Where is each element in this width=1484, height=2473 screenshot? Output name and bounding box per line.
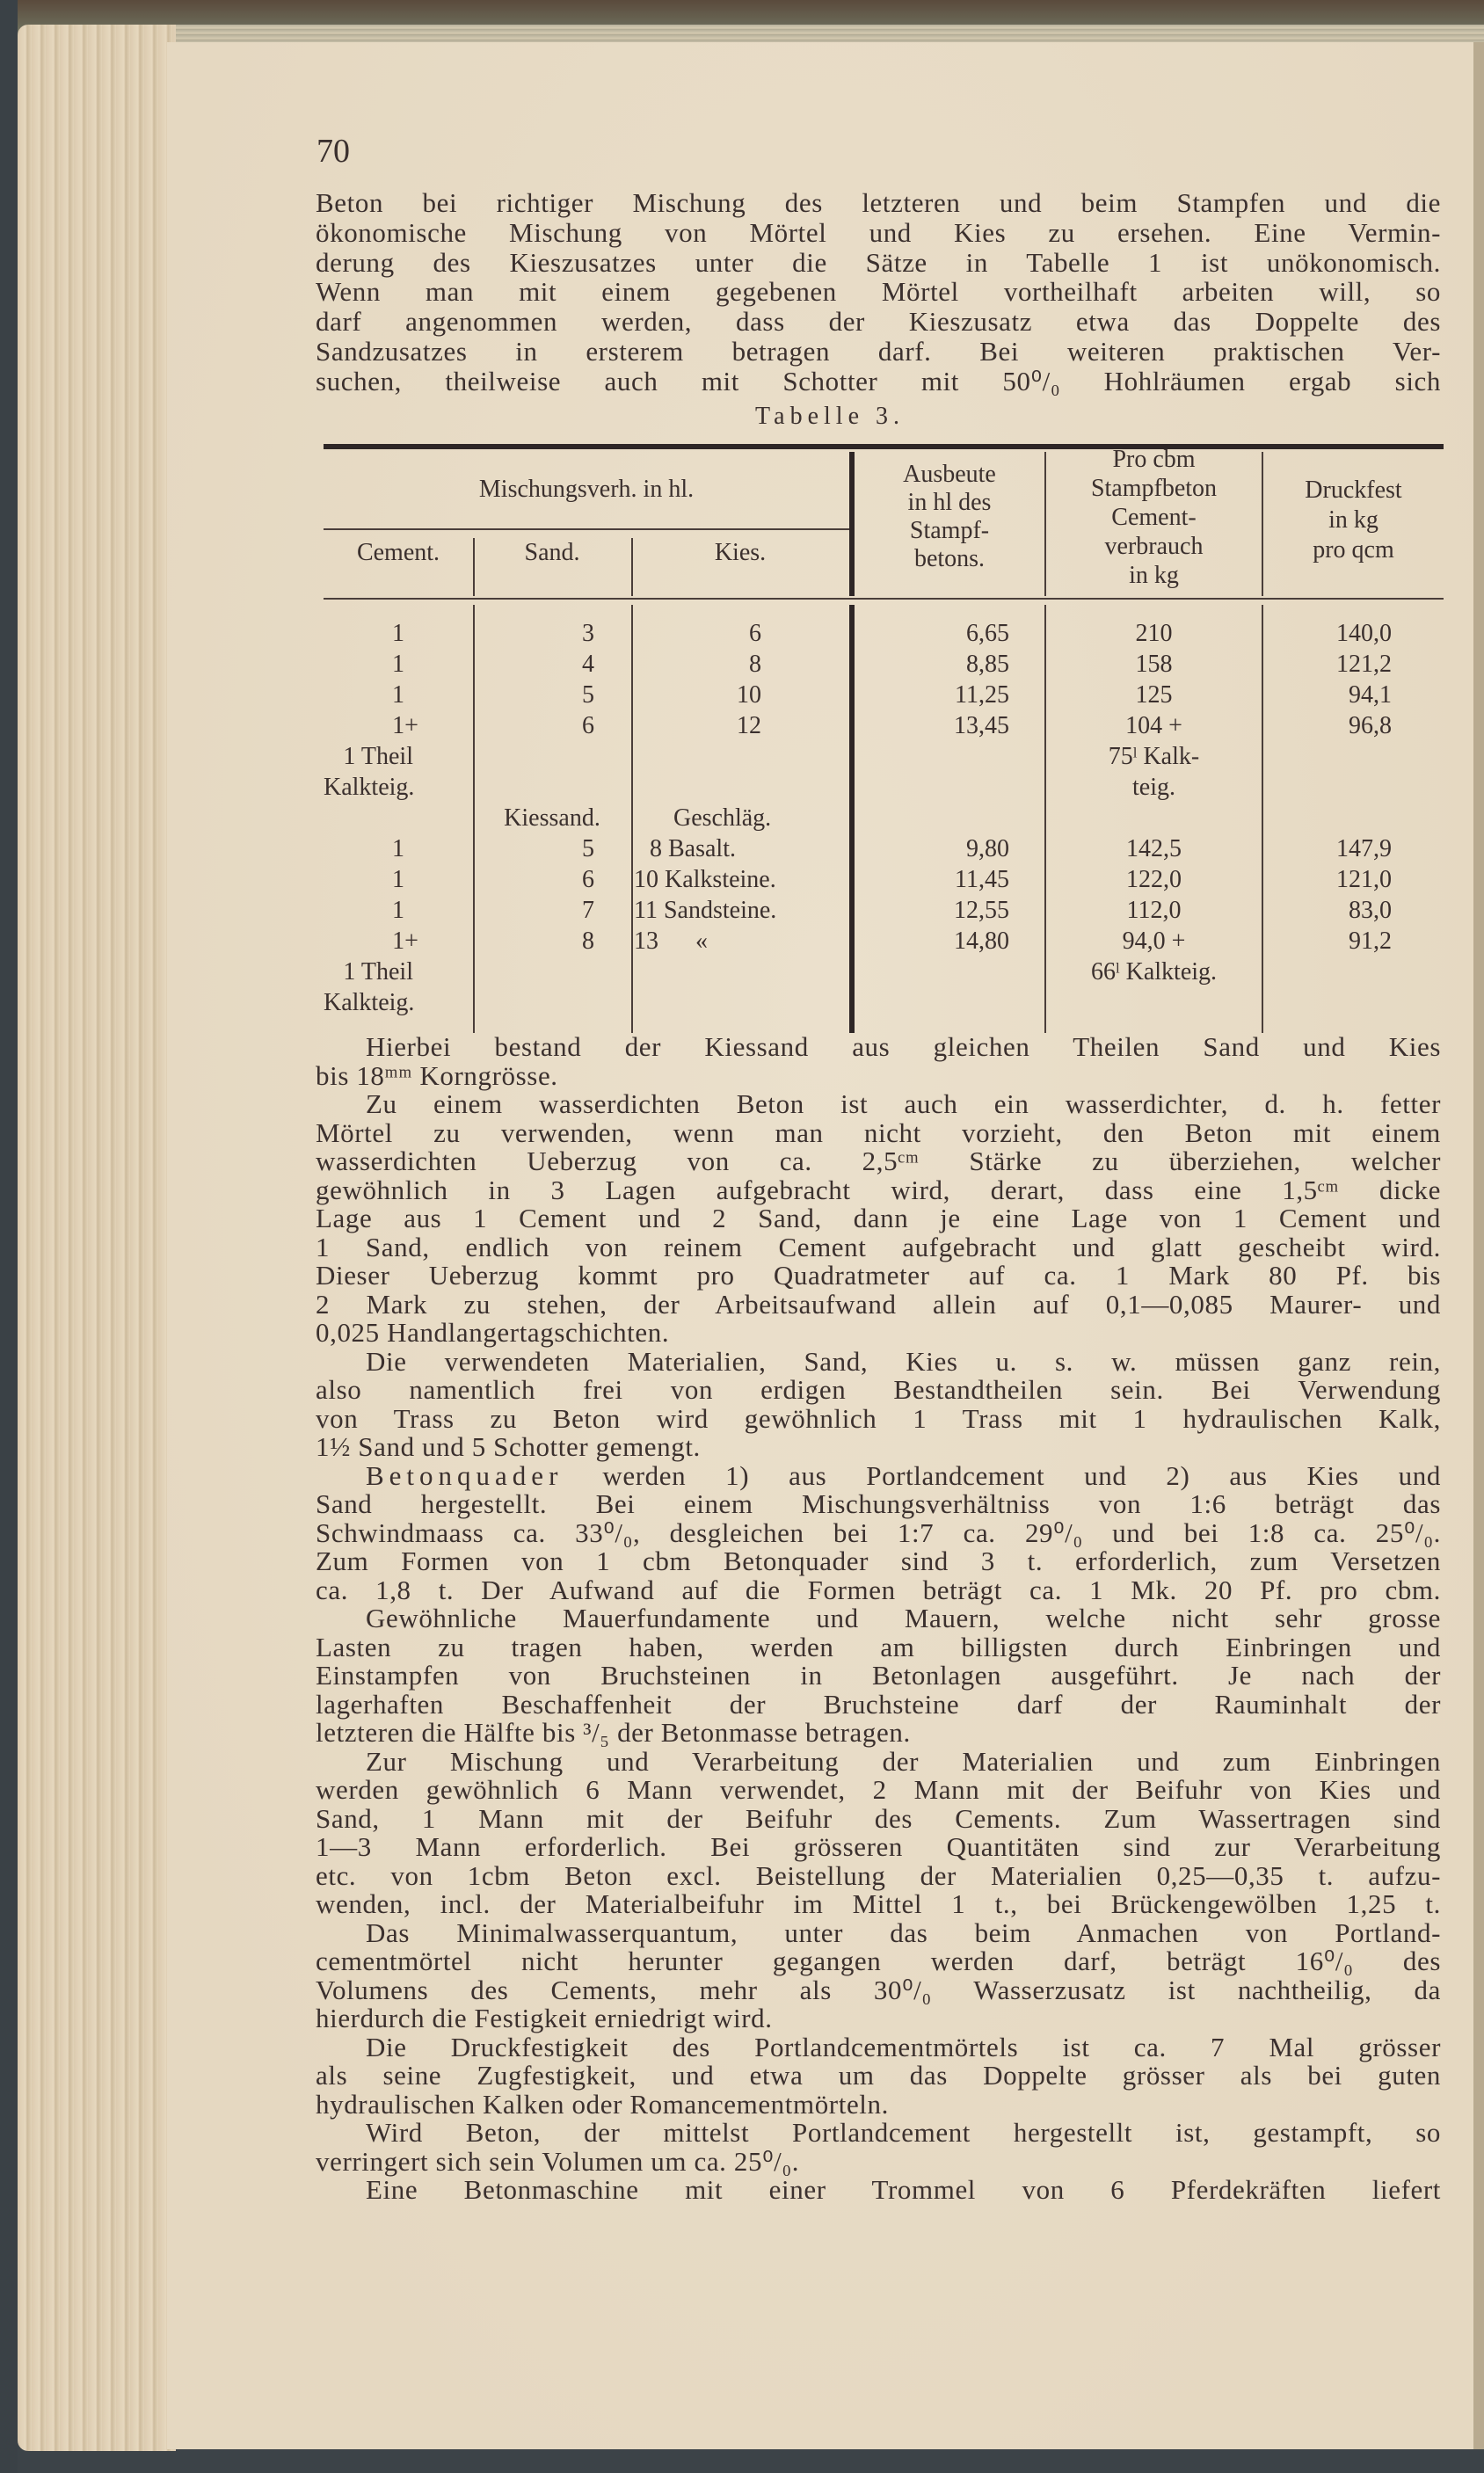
header-kies: Kies.	[714, 539, 767, 566]
cell-ausbeute: 13,45	[954, 712, 1009, 739]
cell-cement-note: 1 Theil	[343, 743, 413, 770]
cell-kies: 6	[749, 620, 761, 647]
line-text: also namentlich frei von erdigen Bestandtheilen sein. Bei Verwendung	[316, 1374, 1441, 1405]
emphasis-term: Betonquader	[366, 1459, 564, 1491]
cell-ausbeute: 14,80	[954, 927, 1009, 955]
header-line: betons.	[913, 545, 986, 572]
text-line	[316, 1090, 1441, 1119]
line-text: letzteren die Hälfte bis ³/₅ der Betonmasse betragen.	[316, 1717, 911, 1748]
text-line	[316, 1519, 1441, 1548]
line-text: Sand hergestellt. Bei einem Mischungsverhältniss von 1:6 beträgt das	[316, 1488, 1441, 1519]
text-line	[316, 1547, 1441, 1576]
header-sand: Sand.	[524, 539, 580, 566]
cell-kies: 8 Basalt.	[650, 835, 736, 862]
line-text: verringert sich sein Volumen um ca. 25⁰/₀.	[316, 2145, 800, 2177]
header-line: Ausbeute	[903, 461, 996, 488]
header-ausbeute	[855, 461, 1044, 573]
text-line	[316, 1688, 1441, 1720]
line-text: Sand, 1 Mann mit der Beifuhr des Cements. Zum Wassertragen sind	[316, 1802, 1441, 1834]
header-line: Cement-	[1111, 504, 1197, 531]
line-text: Wird Beton, der mittelst Portlandcement hergestellt ist, gestampft, so	[366, 2117, 1441, 2148]
cell-cementverbrauch: 75ˡ Kalk-	[1108, 743, 1200, 770]
cell-cement: 1	[392, 681, 404, 709]
text-line	[316, 1633, 1441, 1662]
text-line	[316, 1233, 1441, 1262]
cell-ausbeute: 11,45	[955, 866, 1009, 893]
cell-sand: 3	[582, 620, 594, 647]
text-line	[316, 1402, 1441, 1434]
header-line: in hl des	[907, 489, 992, 516]
line-text: Lasten zu tragen haben, werden am billigsten durch Einbringen und	[316, 1631, 1441, 1662]
cell-sand: 5	[582, 681, 594, 709]
cell-cement: 1	[392, 866, 404, 893]
header-line: in kg	[1129, 562, 1179, 589]
cell-sand: 6	[582, 712, 594, 739]
cell-kies: Geschläg.	[673, 804, 772, 832]
text-line	[316, 2033, 1441, 2062]
text-line	[316, 1319, 1441, 1348]
line-text: Zu einem wasserdichten Beton ist auch ein wasserdichter, d. h. fetter	[366, 1088, 1441, 1119]
text-line: Beton bei richtiger Mischung des letzteren und beim Stampfen und die	[316, 187, 1441, 218]
cell-druckfest: 94,1	[1349, 681, 1392, 709]
text-line	[316, 1833, 1441, 1862]
cell-cementverbrauch: 125	[1135, 681, 1173, 709]
header-druckfest	[1263, 476, 1444, 565]
line-text: Gewöhnliche Mauerfundamente und Mauern, welche nicht sehr grosse	[366, 1603, 1441, 1633]
text-line	[316, 1719, 1441, 1748]
line-text: hierdurch die Festigkeit erniedrigt wird.	[316, 2003, 773, 2033]
cell-sand: 7	[582, 897, 594, 924]
text-line	[316, 1033, 1441, 1062]
text-line	[316, 1288, 1441, 1320]
text-line: Sandzusatzes in ersterem betragen darf. Bei weiteren praktischen Ver-	[316, 335, 1441, 367]
page-number: 70	[316, 133, 350, 170]
text-line	[316, 1776, 1441, 1805]
cell-kies: 12	[737, 712, 761, 739]
table-caption: Tabelle 3.	[755, 403, 905, 430]
cell-druckfest: 96,8	[1349, 712, 1392, 739]
text-line	[316, 1947, 1441, 1976]
header-line: Druckfest	[1305, 476, 1402, 504]
cell-cementverbrauch: teig.	[1132, 774, 1175, 801]
line-text: werden gewöhnlich 6 Mann verwendet, 2 Mann mit der Beifuhr von Kies und	[316, 1774, 1441, 1805]
header-line: pro qcm	[1313, 536, 1394, 564]
text-line	[316, 2088, 1441, 2120]
line-text: Die verwendeten Materialien, Sand, Kies u. s. w. müssen ganz rein,	[366, 1345, 1441, 1377]
line-text: 2 Mark zu stehen, der Arbeitsaufwand allein auf 0,1—0,085 Maurer- und	[316, 1288, 1441, 1320]
line-text: gewöhnlich in 3 Lagen aufgebracht wird, derart, dass eine 1,5ᶜᵐ dicke	[316, 1174, 1441, 1205]
cell-cement: 1	[392, 897, 404, 924]
line-text: 1½ Sand und 5 Schotter gemengt.	[316, 1431, 701, 1462]
header-line: Stampfbeton	[1090, 475, 1218, 502]
line-text: werden 1) aus Portlandcement und 2) aus Kies und	[602, 1459, 1441, 1491]
cell-kies: 13 «	[634, 927, 708, 955]
text-line	[316, 1604, 1441, 1633]
cell-ausbeute: 8,85	[966, 651, 1009, 678]
cell-sand: 4	[582, 651, 594, 678]
cell-cement-note: Kalkteig.	[324, 989, 415, 1016]
cell-kies: 8	[749, 651, 761, 678]
text-line: Wenn man mit einem gegebenen Mörtel vortheilhaft arbeiten will, so	[316, 276, 1441, 308]
line-text: Das Minimalwasserquantum, unter das beim Anmachen von Portland-	[366, 1917, 1441, 1948]
line-text: Mörtel zu verwenden, wenn man nicht vorzieht, den Beton mit einem	[316, 1116, 1441, 1148]
cell-cement: 1+	[392, 712, 418, 739]
line-text: als seine Zugfestigkeit, und etwa um das Doppelte grösser als bei guten	[316, 2060, 1441, 2091]
cell-druckfest: 140,0	[1336, 620, 1392, 647]
table-3	[324, 440, 1444, 1037]
cell-druckfest: 83,0	[1349, 897, 1392, 924]
table-top-rule	[324, 444, 1444, 449]
text-line	[316, 1176, 1441, 1205]
cell-sand: 6	[582, 866, 594, 893]
cell-ausbeute: 6,65	[966, 620, 1009, 647]
text-line	[316, 1859, 1441, 1891]
header-line: Stampf-	[909, 517, 990, 544]
line-text: Die Druckfestigkeit des Portlandcementmörtels ist ca. 7 Mal grösser	[366, 2031, 1441, 2062]
text-line	[316, 2176, 1441, 2205]
intro-paragraph	[316, 188, 1441, 396]
group-header-rule	[324, 528, 851, 530]
text-line	[316, 1116, 1441, 1148]
text-line	[316, 1059, 1441, 1091]
line-text: lagerhaften Beschaffenheit der Bruchsteine darf der Rauminhalt der	[316, 1688, 1441, 1720]
line-text: ca. 1,8 t. Der Aufwand auf die Formen beträgt ca. 1 Mk. 20 Pf. pro cbm.	[316, 1574, 1441, 1605]
line-text: Zum Formen von 1 cbm Betonquader sind 3 t. erforderlich, zum Versetzen	[316, 1546, 1441, 1576]
line-text: Lage aus 1 Cement und 2 Sand, dann je eine Lage von 1 Cement und	[316, 1203, 1441, 1233]
text-line	[316, 1745, 1441, 1777]
background-surface	[0, 0, 18, 2473]
text-line	[316, 1490, 1441, 1519]
text-line	[316, 1262, 1441, 1291]
line-text: etc. von 1cbm Beton excl. Beistellung der Materialien 0,25—0,35 t. aufzu-	[316, 1859, 1441, 1891]
text-line: darf angenommen werden, dass der Kieszusatz etwa das Doppelte des	[316, 306, 1441, 338]
text-line	[316, 1204, 1441, 1233]
text-line: derung des Kieszusatzes unter die Sätze in Tabelle 1 ist unökonomisch.	[316, 246, 1441, 278]
text-line	[316, 1376, 1441, 1405]
text-line	[316, 1890, 1441, 1919]
text-line: ökonomische Mischung von Mörtel und Kies zu ersehen. Eine Vermin-	[316, 216, 1441, 248]
line-text: hydraulischen Kalken oder Romancementmörteln.	[316, 2088, 889, 2120]
cell-druckfest: 121,0	[1336, 866, 1392, 893]
line-text: Zur Mischung und Verarbeitung der Materialien und zum Einbringen	[366, 1745, 1441, 1777]
text-line	[316, 1345, 1441, 1377]
cell-cementverbrauch: 66ˡ Kalkteig.	[1090, 958, 1218, 986]
text-line: suchen, theilweise auch mit Schotter mit 50⁰/₀ Hohlräumen ergab sich	[316, 365, 1441, 396]
cell-ausbeute: 11,25	[955, 681, 1009, 709]
line-text: Schwindmaass ca. 33⁰/₀, desgleichen bei 1:7 ca. 29⁰/₀ und bei 1:8 ca. 25⁰/₀.	[316, 1517, 1441, 1548]
header-mischungsverh: Mischungsverh. in hl.	[478, 476, 695, 503]
text-line	[316, 1976, 1441, 2005]
cell-sand: Kiessand.	[504, 804, 600, 832]
header-line: verbrauch	[1104, 533, 1204, 560]
cell-cementverbrauch: 104 +	[1125, 712, 1182, 739]
line-text: Eine Betonmaschine mit einer Trommel von 6 Pferdekräften liefert	[366, 2174, 1441, 2205]
cell-sand: 5	[582, 835, 594, 862]
text-line	[316, 2062, 1441, 2091]
header-bottom-rule	[324, 598, 1444, 600]
cell-kies: 10 Kalksteine.	[634, 866, 776, 893]
header-line: in kg	[1328, 506, 1379, 534]
cell-ausbeute: 12,55	[954, 897, 1009, 924]
cell-cement-note: Kalkteig.	[324, 774, 415, 801]
text-line	[316, 2004, 1441, 2033]
line-text: 1—3 Mann erforderlich. Bei grösseren Quantitäten sind zur Verarbeitung	[316, 1831, 1441, 1862]
cell-cementverbrauch: 122,0	[1126, 866, 1182, 893]
cell-cementverbrauch: 142,5	[1126, 835, 1182, 862]
cell-cementverbrauch: 94,0 +	[1122, 927, 1186, 955]
cell-cement: 1	[392, 651, 404, 678]
cell-sand: 8	[582, 927, 594, 955]
line-text: cementmörtel nicht herunter gegangen werden darf, beträgt 16⁰/₀ des	[316, 1946, 1441, 1976]
cell-cement: 1+	[392, 927, 418, 955]
cell-cement-note: 1 Theil	[343, 958, 413, 986]
line-text: Volumens des Cements, mehr als 30⁰/₀ Wasserzusatz ist nachtheilig, da	[316, 1974, 1441, 2005]
line-text: 1 Sand, endlich von reinem Cement aufgebracht und glatt gescheibt wird.	[316, 1231, 1441, 1262]
line-text: Hierbei bestand der Kiessand aus gleichen Theilen Sand und Kies	[366, 1031, 1441, 1062]
cell-cementverbrauch: 210	[1135, 620, 1173, 647]
text-line	[316, 1919, 1441, 1948]
text-line	[316, 1576, 1441, 1605]
line-text: wasserdichten Ueberzug von ca. 2,5ᶜᵐ Stärke zu überziehen, welcher	[316, 1146, 1441, 1176]
line-text: wenden, incl. der Materialbeifuhr im Mittel 1 t., bei Brückengewölben 1,25 t.	[316, 1888, 1441, 1919]
page-stack-edges	[18, 25, 176, 2451]
line-text: Einstampfen von Bruchsteinen in Betonlagen ausgeführt. Je nach der	[316, 1660, 1441, 1691]
cell-ausbeute: 9,80	[966, 835, 1009, 862]
text-line	[316, 2145, 1441, 2177]
cell-cement: 1	[392, 835, 404, 862]
text-line	[316, 1147, 1441, 1176]
cell-druckfest: 121,2	[1336, 651, 1392, 678]
header-cement: Cement.	[356, 539, 440, 566]
line-text: 0,025 Handlangertagschichten.	[316, 1317, 670, 1348]
cell-kies: 11 Sandsteine.	[634, 897, 777, 924]
cell-cement: 1	[392, 620, 404, 647]
cell-cementverbrauch: 112,0	[1126, 897, 1182, 924]
page-stack-top	[35, 25, 1484, 44]
text-line	[316, 1433, 1441, 1462]
cell-druckfest: 91,2	[1349, 927, 1392, 955]
text-line	[316, 1662, 1441, 1691]
cell-kies: 10	[737, 681, 761, 709]
body-text	[316, 1033, 1441, 2205]
cell-cementverbrauch: 158	[1135, 651, 1173, 678]
line-text: von Trass zu Beton wird gewöhnlich 1 Trass mit 1 hydraulischen Kalk,	[316, 1402, 1441, 1434]
text-line	[316, 1802, 1441, 1834]
header-cementverbrauch	[1046, 445, 1262, 590]
text-line	[316, 2119, 1441, 2148]
header-line: Pro cbm	[1112, 446, 1196, 473]
line-text: Dieser Ueberzug kommt pro Quadratmeter auf ca. 1 Mark 80 Pf. bis	[316, 1260, 1441, 1291]
line-text: bis 18ᵐᵐ Korngrösse.	[316, 1059, 558, 1091]
text-line	[316, 1459, 1441, 1491]
cell-druckfest: 147,9	[1336, 835, 1392, 862]
